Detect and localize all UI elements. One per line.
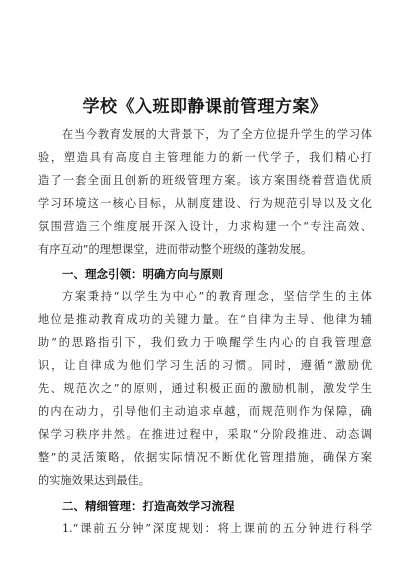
section1-line: 整”的灵活策略，依据实际情况不断优化管理措施，确保方案 xyxy=(38,451,372,464)
section1-line: 识，让自律成为他们学习生活的习惯。同时，遵循“激励优 xyxy=(38,359,372,372)
section2-line: 1.“课前五分钟”深度规划：将上课前的五分钟进行科学 xyxy=(62,522,372,535)
section1-line: 方案秉持“以学生为中心”的教育理念，坚信学生的主体 xyxy=(62,290,372,303)
intro-line: 造了一套全面且创新的班级管理方案。该方案围绕着营造优质 xyxy=(38,174,372,187)
section1-line: 的实施效果达到最佳。 xyxy=(38,474,150,487)
intro-line: 验，塑造具有高度自主管理能力的新一代学子，我们精心打 xyxy=(38,151,372,164)
intro-line: 氛围营造三个维度展开深入设计，力求构建一个“专注高效、 xyxy=(38,220,372,233)
document-title: 学校《入班即静课前管理方案》 xyxy=(82,97,328,117)
section1-line: 的内在动力，引导他们主动追求卓越，而规范则作为保障，确 xyxy=(38,405,372,418)
intro-line: 在当今教育发展的大背景下，为了全方位提升学生的学习体 xyxy=(62,128,372,141)
section1-line: 地位是推动教育成功的关键力量。在“自律为主导、他律为辅 xyxy=(38,313,372,326)
section-heading: 一、理念引领：明确方向与原则 xyxy=(62,267,223,281)
intro-line: 学习环境这一核心目标，从制度建设、行为规范引导以及文化 xyxy=(38,197,372,210)
section1-line: 保学习秩序井然。在推进过程中，采取“分阶段推进、动态调 xyxy=(38,428,372,441)
section-heading: 二、精细管理：打造高效学习流程 xyxy=(62,499,235,513)
intro-line: 有序互动”的理想课堂，进而带动整个班级的蓬勃发展。 xyxy=(38,243,313,256)
section1-line: 助”的思路指引下，我们致力于唤醒学生内心的自我管理意 xyxy=(38,336,372,349)
section1-line: 先、规范次之”的原则，通过积极正面的激励机制，激发学生 xyxy=(38,382,372,395)
